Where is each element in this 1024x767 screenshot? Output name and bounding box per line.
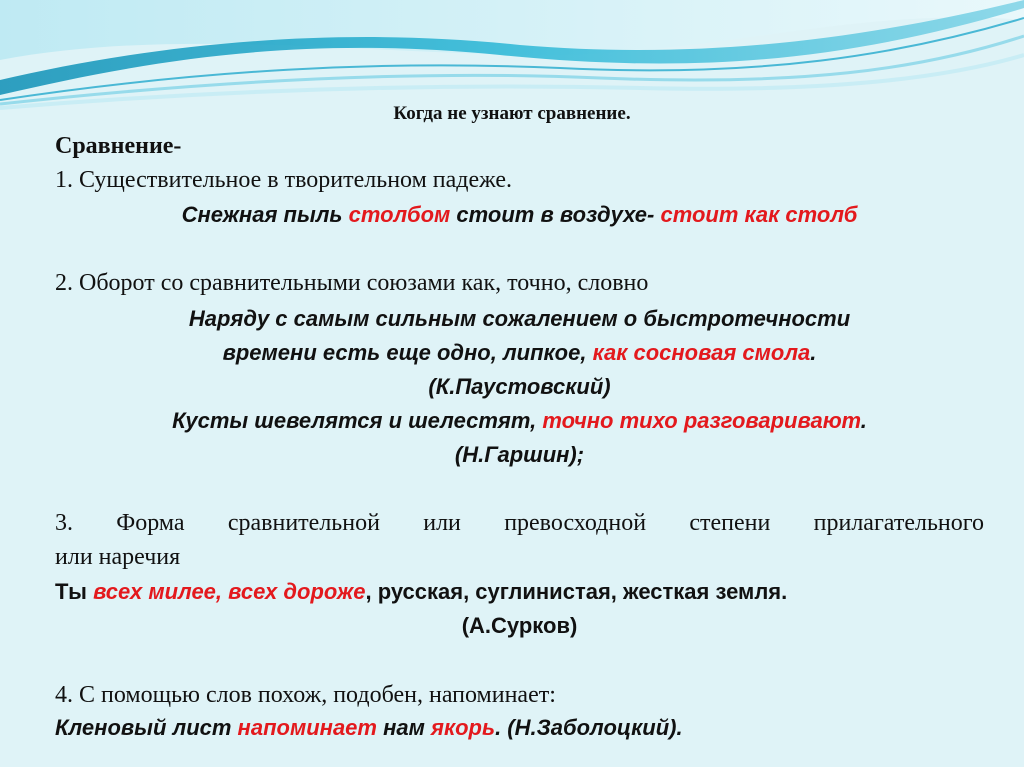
- item4-author: (Н.Заболоцкий): [507, 715, 677, 740]
- item1-text: 1. Существительное в творительном падеже.: [55, 167, 513, 193]
- item3-example-red: всех милее, всех дороже: [93, 579, 366, 604]
- item4-example-red1: напоминает: [237, 715, 377, 740]
- item2-example1-line1: Наряду с самым сильным сожалением о быстротечности: [188, 306, 851, 331]
- slide-title: Когда не узнают сравнение.: [393, 103, 631, 124]
- item1-example-red2: стоит как столб: [660, 202, 858, 227]
- item1-example-part-a: Снежная пыль: [181, 202, 349, 227]
- item4-example-c: .: [495, 715, 508, 740]
- item4-example-d: .: [676, 715, 683, 740]
- item3-text-line1: 3. Форма сравнительной или превосходной степени прилагательного: [55, 510, 984, 536]
- item2-example1-line2: [55, 340, 984, 366]
- item1-example-red1: столбом: [348, 202, 451, 227]
- item4-example-b: нам: [376, 715, 432, 740]
- item2-example1-line2-a: времени есть еще одно, липкое,: [222, 340, 593, 365]
- item3-author: (А.Сурков): [461, 613, 578, 638]
- item3-example: [55, 579, 984, 605]
- item2-example2-b: .: [860, 408, 867, 433]
- item4-example-red2: якорь: [431, 715, 496, 740]
- item2-example2-red: точно тихо разговаривают: [542, 408, 861, 433]
- item4-example: [55, 715, 984, 741]
- item2-example1-line2-red: как сосновая смола: [592, 340, 811, 365]
- item3-text-line2: или наречия: [55, 544, 181, 570]
- item3-example-b: , русская, суглинистая, жесткая земля.: [365, 579, 788, 604]
- item1-example-part-b: стоит в воздухе-: [450, 202, 661, 227]
- heading: Сравнение-: [55, 133, 182, 159]
- item1-example: [55, 202, 984, 228]
- item2-example2: [55, 408, 984, 434]
- item2-author1: (К.Паустовский): [428, 374, 611, 399]
- item4-example-a: Кленовый лист: [55, 715, 238, 740]
- item2-example2-a: Кусты шевелятся и шелестят,: [172, 408, 543, 433]
- item4-text: 4. С помощью слов похож, подобен, напоминает:: [55, 682, 556, 708]
- item3-example-a: Ты: [55, 579, 94, 604]
- item2-example1-line2-b: .: [810, 340, 817, 365]
- item2-text: 2. Оборот со сравнительными союзами как, точно, словно: [55, 270, 649, 296]
- decorative-waves-header: [0, 0, 1024, 120]
- item2-author2: (Н.Гаршин);: [454, 442, 585, 467]
